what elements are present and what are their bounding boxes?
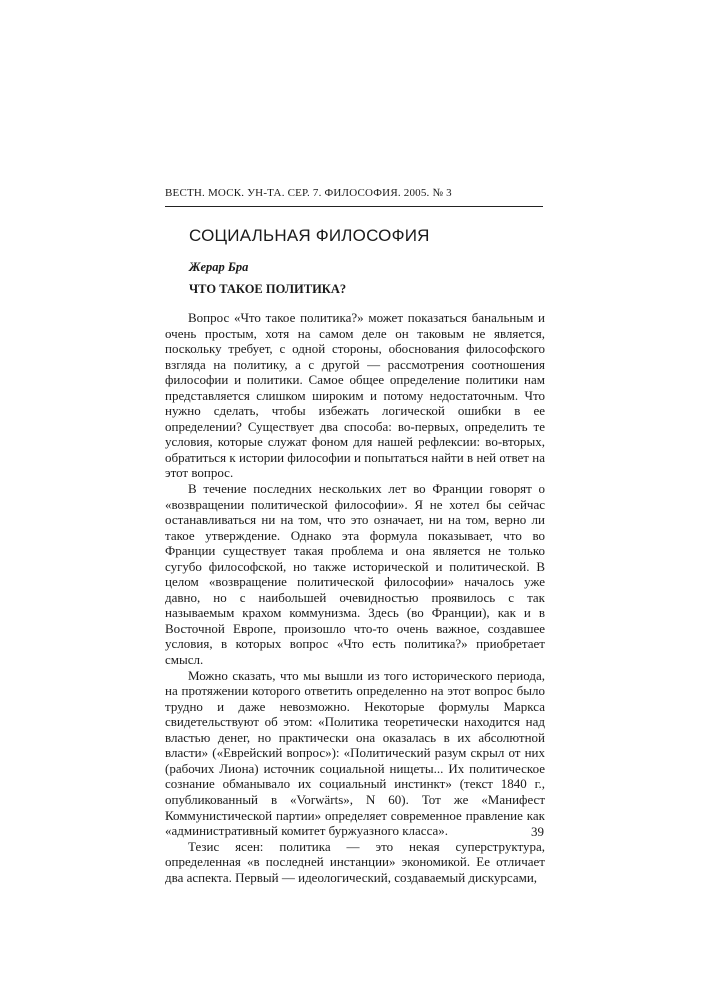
body-paragraph: Тезис ясен: политика — это некая суперструктура, определенная «в последней инстанции» экономикой. Ее отличает два аспекта. Первый — идеологический, создаваемый дискурсами, — [165, 838, 545, 885]
header-rule — [165, 206, 543, 207]
section-title: СОЦИАЛЬНАЯ ФИЛОСОФИЯ — [189, 226, 430, 245]
body-paragraph: В течение последних нескольких лет во Франции говорят о «возвращении политической философии». Я не хотел бы сейчас останавливаться ни на том, что это означает, ни на том, верно ли такое утверждение. Однако эта формула показывает, что во Франции существует такая проблема и она является не только сугубо философской, но также исторической и политической. В целом «возвращение политической философии» началось уже давно, но с наибольшей очевидностью проявилось с так называемым крахом коммунизма. Здесь (во Франции), как и в Восточной Европе, произошло что-то очень важное, создавшее условия, в которых вопрос «Что есть политика?» приобретает смысл. — [165, 481, 545, 668]
running-header: ВЕСТН. МОСК. УН-ТА. СЕР. 7. ФИЛОСОФИЯ. 2005. № 3 — [165, 187, 452, 199]
page-number: 39 — [531, 824, 544, 839]
body-paragraph: Можно сказать, что мы вышли из того исторического периода, на протяжении которого ответить определенно на этот вопрос было трудно и даже невозможно. Некоторые формулы Маркса свидетельствуют об этом: «Политика теоретически находится над властью денег, но практически она оказалась в их абсолютной власти» («Еврейский вопрос»): «Политический разум скрыл от них (рабочих Лиона) источник социальной нищеты... Их политическое сознание обманывало их социальный инстинкт» (текст 1840 г., опубликованный в «Vorwärts», N 60). Тот же «Манифест Коммунистической партии» определяет современное правление как «административный комитет буржуазного класса». — [165, 667, 545, 839]
article-author: Жерар Бра — [189, 260, 249, 274]
article-body — [165, 310, 545, 885]
body-paragraph: Вопрос «Что такое политика?» может показаться банальным и очень простым, хотя на самом деле он таковым не является, поскольку требует, с одной стороны, обоснования философского взгляда на политику, а с другой — рассмотрения соотношения философии и политики. Самое общее определение политики нам представляется слишком широким и потому недостаточным. Что нужно сделать, чтобы избежать логической ошибки в ее определении? Существует два способа: во-первых, определить те условия, которые служат фоном для нашей рефлексии: во-вторых, обратиться к истории философии и попытаться найти в ней ответ на этот вопрос. — [165, 310, 545, 481]
article-title: ЧТО ТАКОЕ ПОЛИТИКА? — [189, 282, 347, 296]
